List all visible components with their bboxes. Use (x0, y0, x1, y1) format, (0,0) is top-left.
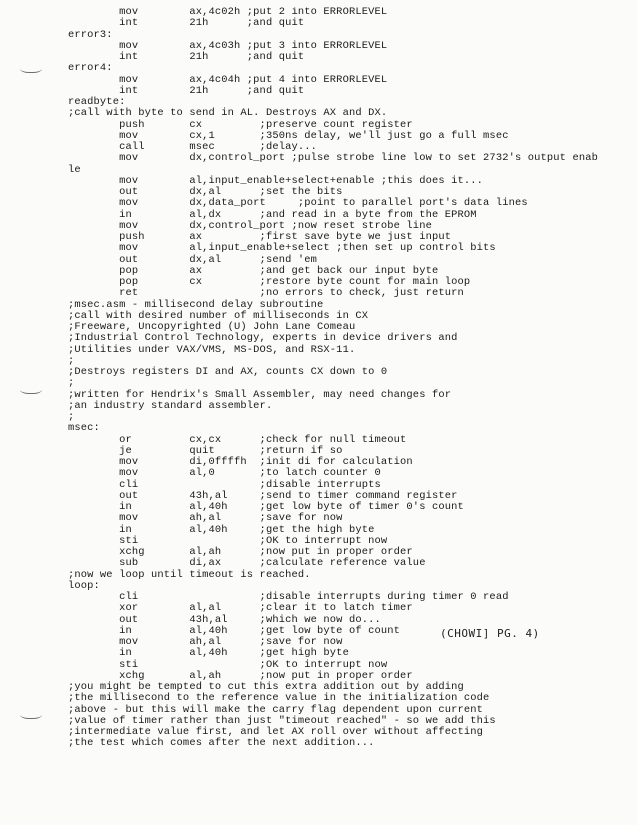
code-line: out dx,al ;send 'em (68, 253, 318, 266)
code-line: sti ;OK to interrupt now (68, 658, 388, 671)
code-line: mov al,0 ;to latch counter 0 (68, 467, 381, 480)
code-line: readbyte: (68, 96, 126, 108)
code-line: ;call with desired number of milliseconds in CX (68, 309, 369, 322)
code-line: ; (68, 354, 75, 367)
code-line: ;value of timer rather than just "timeout reached" - so we add this (68, 714, 496, 727)
code-line: ;above - but this will make the carry flag dependent upon current (68, 703, 484, 716)
code-line: pop ax ;and get back our input byte (68, 264, 439, 277)
code-line: call msec ;delay... (68, 141, 318, 153)
code-line: in al,40h ;get low byte of count (68, 624, 401, 637)
code-line: le (68, 163, 81, 176)
code-line: ;the millisecond to the reference value in the initialization code (68, 692, 490, 705)
code-line: mov cx,1 ;350ns delay, we'll just go a full msec (68, 129, 509, 142)
margin-mark (20, 62, 42, 73)
code-line: error4: (68, 62, 113, 75)
code-line: ; (68, 377, 75, 390)
code-line: ; (68, 411, 75, 423)
code-line: mov al,input_enable+select+enable ;this does it... (68, 174, 484, 187)
code-line: ;an industry standard assembler. (68, 399, 273, 412)
code-line: pop cx ;restore byte count for main loop (68, 276, 471, 288)
code-line: ;call with byte to send in AL. Destroys AX and DX. (68, 107, 388, 120)
code-line: in al,40h ;get the high byte (68, 523, 375, 536)
code-line: ret ;no errors to check, just return (68, 287, 464, 300)
code-line: cli ;disable interrupts during timer 0 read (68, 591, 509, 603)
code-line: ;written for Hendrix's Small Assembler, may need changes for (68, 388, 452, 401)
code-line: ;you might be tempted to cut this extra addition out by adding (68, 681, 464, 693)
assembly-listing (68, 7, 633, 750)
code-line: mov dx,control_port ;now reset strobe line (68, 219, 432, 232)
code-line: loop: (68, 579, 100, 592)
code-line: mov di,0ffffh ;init di for calculation (68, 456, 413, 468)
code-line: ;msec.asm - millisecond delay subroutine (68, 298, 324, 311)
code-line: ;Freeware, Uncopyrighted (U) John Lane Comeau (68, 321, 356, 333)
code-line: mov dx,control_port ;pulse strobe line low to set 2732's output enab (68, 152, 598, 165)
code-line: msec: (68, 422, 100, 435)
code-line: mov ax,4c04h ;put 4 into ERRORLEVEL (68, 73, 388, 86)
code-line: push ax ;first save byte we just input (68, 231, 452, 243)
code-line: out 43h,al ;which we now do... (68, 613, 381, 626)
code-line: mov al,input_enable+select ;then set up control bits (68, 242, 496, 255)
code-line: out 43h,al ;send to timer command register (68, 489, 458, 502)
code-line: in al,dx ;and read in a byte from the EPROM (68, 208, 477, 221)
code-line: xchg al,ah ;now put in proper order (68, 669, 413, 682)
code-line: xchg al,ah ;now put in proper order (68, 546, 413, 558)
code-line: out dx,al ;set the bits (68, 186, 343, 198)
code-line: xor al,al ;clear it to latch timer (68, 602, 413, 615)
code-line: push cx ;preserve count register (68, 118, 413, 131)
code-line: ;Destroys registers DI and AX, counts CX down to 0 (68, 366, 388, 378)
handwritten-page-note: (CHOWI] PG. 4) (440, 627, 540, 640)
code-line: sti ;OK to interrupt now (68, 534, 388, 547)
code-line: or cx,cx ;check for null timeout (68, 433, 407, 446)
code-line: mov ax,4c02h ;put 2 into ERRORLEVEL (68, 7, 388, 18)
code-line: int 21h ;and quit (68, 51, 305, 63)
code-line: ;the test which comes after the next addition... (68, 737, 375, 750)
margin-mark (20, 708, 42, 719)
code-line: je quit ;return if so (68, 444, 343, 457)
margin-mark (20, 383, 42, 394)
code-line: ;now we loop until timeout is reached. (68, 568, 311, 581)
code-line: mov ax,4c03h ;put 3 into ERRORLEVEL (68, 39, 388, 52)
code-line: sub di,ax ;calculate reference value (68, 557, 426, 570)
code-line: in al,40h ;get high byte (68, 647, 349, 660)
code-line: ;Utilities under VAX/VMS, MS-DOS, and RSX-11. (68, 343, 356, 356)
code-line: mov ah,al ;save for now (68, 512, 343, 525)
code-line: cli ;disable interrupts (68, 478, 381, 491)
code-line: int 21h ;and quit (68, 84, 305, 97)
code-line: mov ah,al ;save for now (68, 636, 343, 648)
code-line: ;Industrial Control Technology, experts in device drivers and (68, 332, 458, 345)
code-line: in al,40h ;get low byte of timer 0's count (68, 501, 464, 513)
code-line: mov dx,data_port ;point to parallel port's data lines (68, 197, 528, 210)
code-line: ;intermediate value first, and let AX roll over without affecting (68, 726, 484, 738)
code-line: error3: (68, 28, 113, 41)
code-line: int 21h ;and quit (68, 17, 305, 30)
